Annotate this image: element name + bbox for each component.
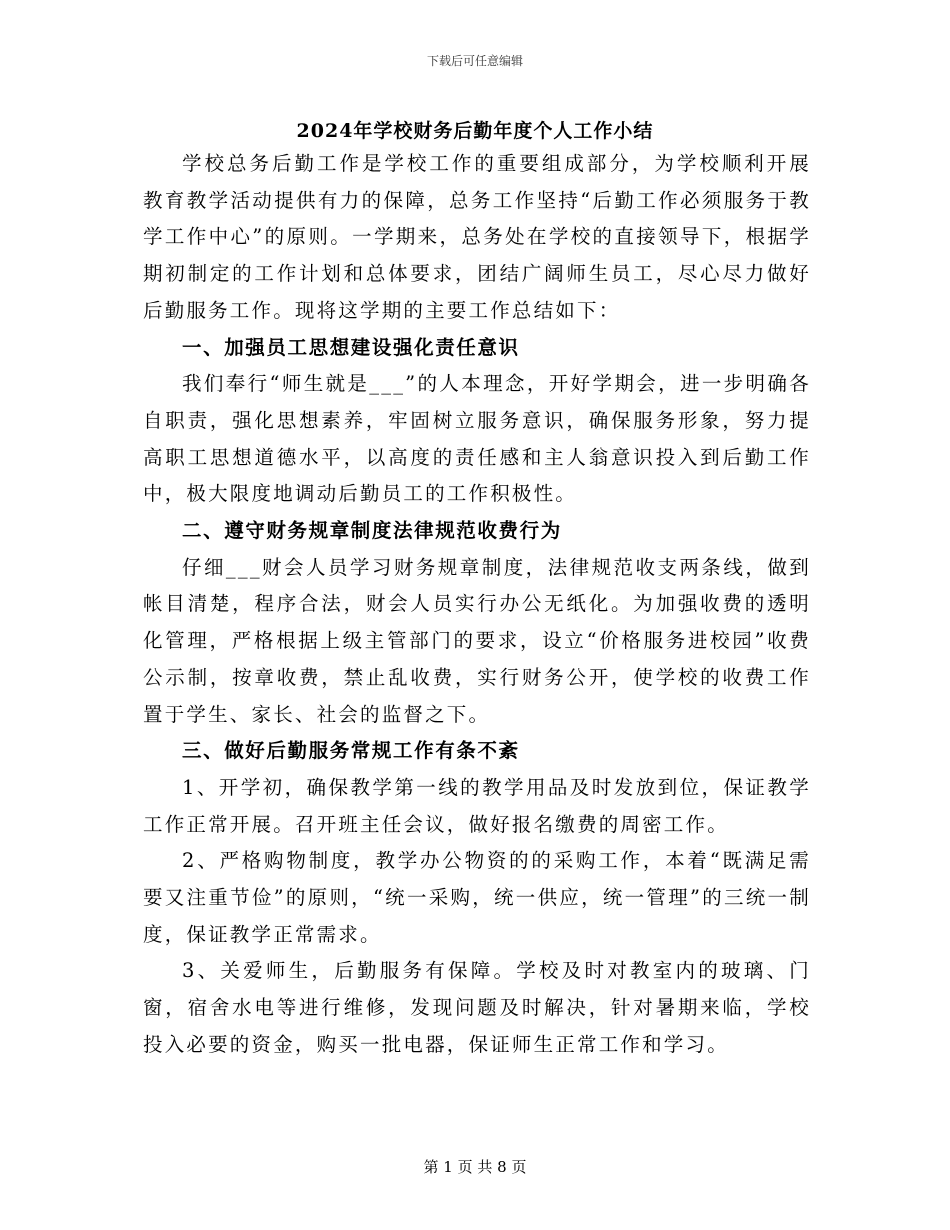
paragraph-section-2: 仔细___财会人员学习财务规章制度，法律规范收支两条线，做到帐目清楚，程序合法，财会人员实行办公无纸化。为加强收费的透明化管理，严格根据上级主管部门的要求，设立“价格服务进校园”收费公示制，按章收费，禁止乱收费，实行财务公开，使学校的收费工作置于学生、家长、社会的监督之下。 bbox=[143, 555, 811, 726]
section-heading-2: 二、遵守财务规章制度法律规范收费行为 bbox=[182, 519, 562, 543]
paragraph-item-3: 3、关爱师生，后勤服务有保障。学校及时对教室内的玻璃、门窗，宿舍水电等进行维修，发现问题及时解决，针对暑期来临，学校投入必要的资金，购买一批电器，保证师生正常工作和学习。 bbox=[143, 959, 811, 1056]
paragraph-item-2: 2、严格购物制度，教学办公物资的的采购工作，本着“既满足需要又注重节俭”的原则，“统一采购，统一供应，统一管理”的三统一制度，保证教学正常需求。 bbox=[143, 849, 811, 946]
header-note: 下载后可任意编辑 bbox=[426, 54, 523, 68]
document-body bbox=[143, 146, 811, 1064]
paragraph-intro: 学校总务后勤工作是学校工作的重要组成部分，为学校顺利开展教育教学活动提供有力的保障，总务工作坚持“后勤工作必须服务于教学工作中心”的原则。一学期来，总务处在学校的直接领导下，根据学期初制定的工作计划和总体要求，团结广阔师生员工，尽心尽力做好后勤服务工作。现将这学期的主要工作总结如下： bbox=[143, 152, 811, 322]
section-heading-3: 三、做好后勤服务常规工作有条不紊 bbox=[182, 739, 520, 763]
paragraph-item-1: 1、开学初，确保教学第一线的教学用品及时发放到位，保证教学工作正常开展。召开班主任会议，做好报名缴费的周密工作。 bbox=[143, 775, 811, 836]
document-title: 2024年学校财务后勤年度个人工作小结 bbox=[296, 120, 654, 142]
page-number: 第 1 页 共 8 页 bbox=[423, 1158, 527, 1176]
section-heading-1: 一、加强员工思想建设强化责任意识 bbox=[182, 335, 520, 359]
paragraph-section-1: 我们奉行“师生就是___”的人本理念，开好学期会，进一步明确各自职责，强化思想素养，牢固树立服务意识，确保服务形象，努力提高职工思想道德水平，以高度的责任感和主人翁意识投入到后勤工作中，极大限度地调动后勤员工的工作积极性。 bbox=[143, 372, 811, 506]
